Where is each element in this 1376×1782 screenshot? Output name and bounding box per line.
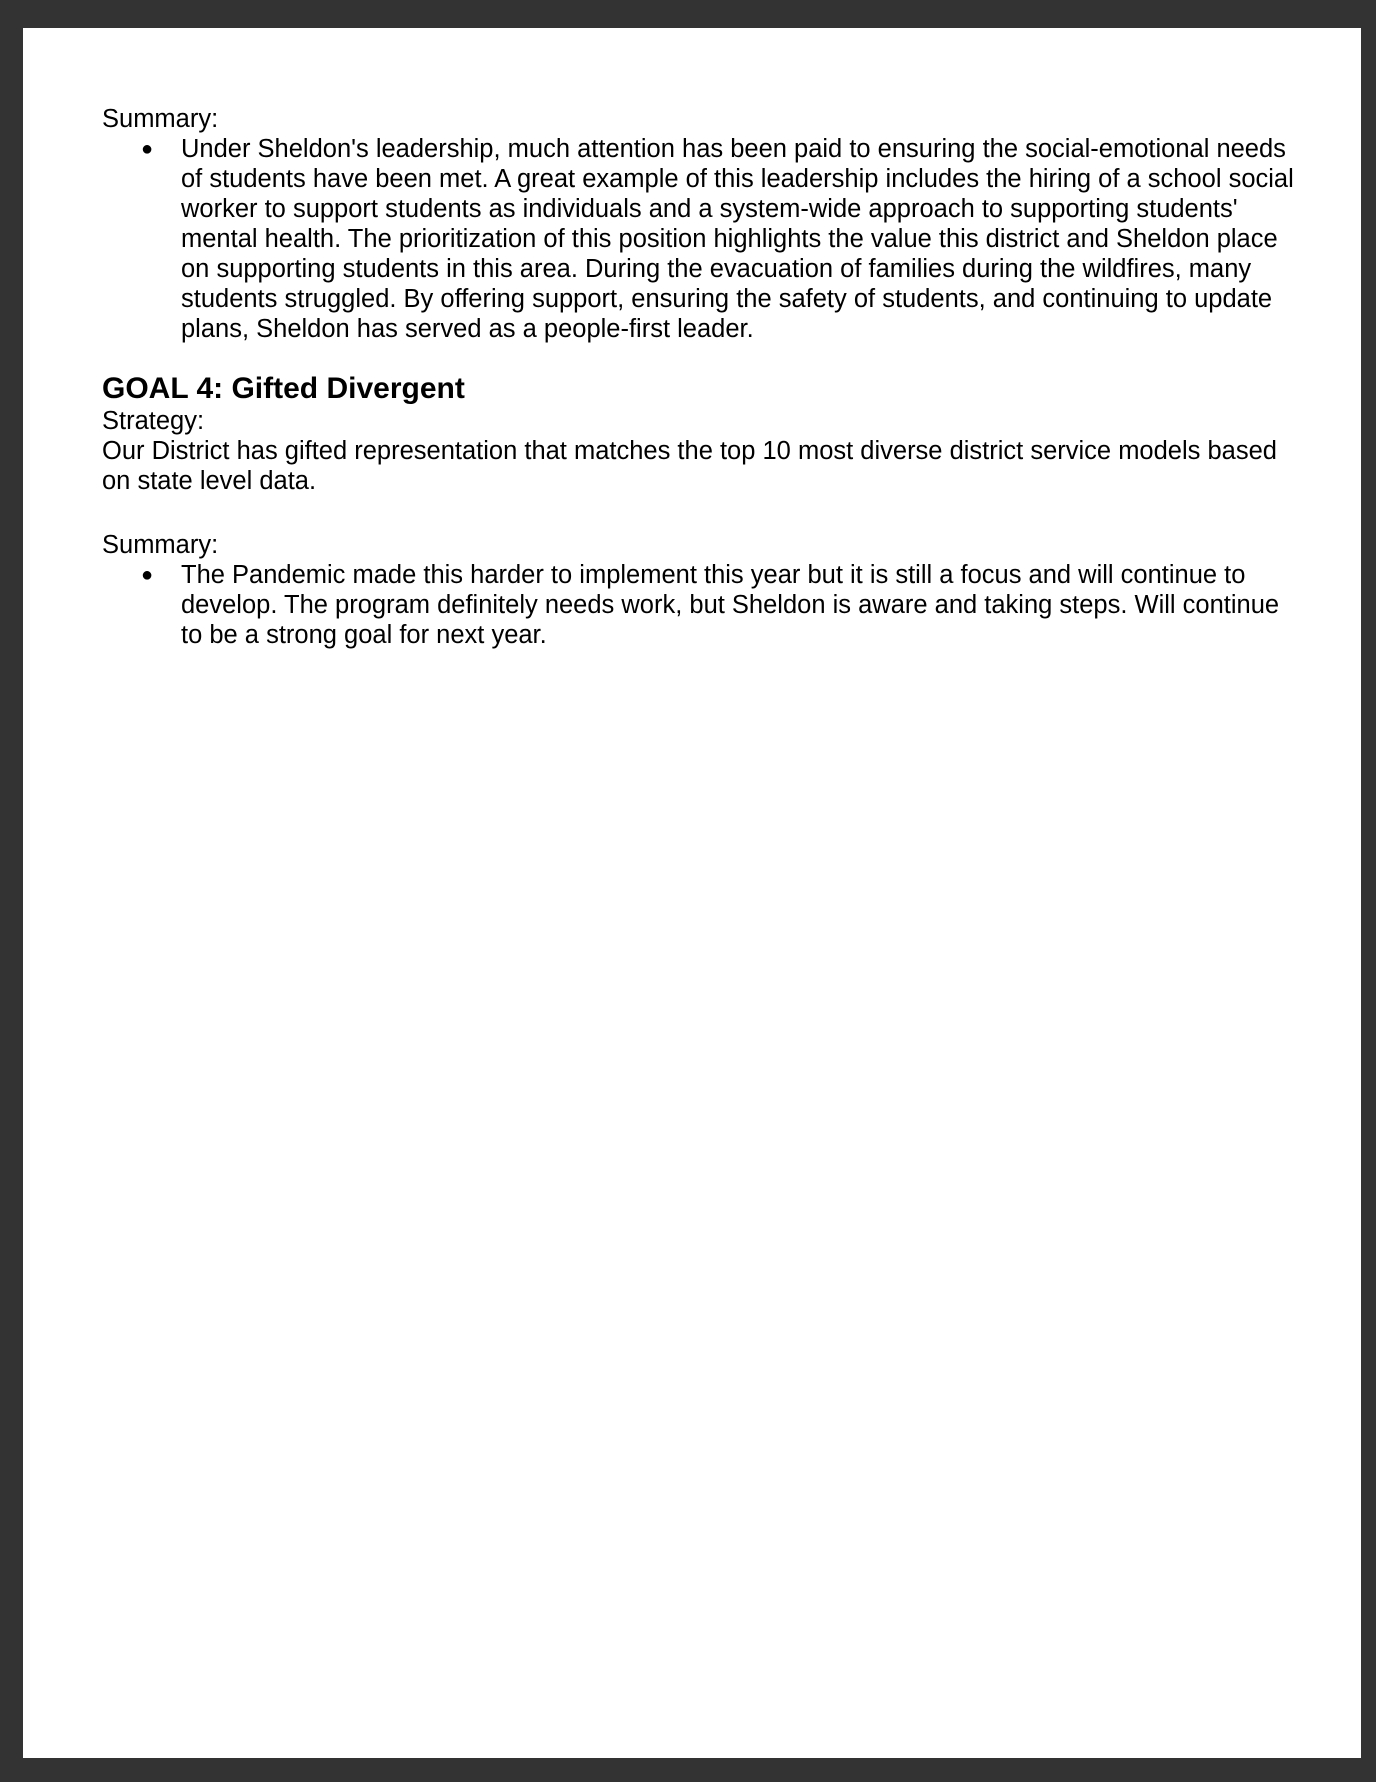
section1-bullet-list	[102, 134, 1301, 344]
document-page	[23, 28, 1361, 1758]
section-spacer	[102, 496, 1301, 530]
section-spacer	[102, 344, 1301, 372]
bullet-icon: ●	[141, 138, 154, 160]
goal4-bullet-list	[102, 560, 1301, 650]
bullet-text: Under Sheldon's leadership, much attention has been paid to ensuring the social-emotional needs of students have been met. A great example of this leadership includes the hiring of a school social worker to support students as individuals and a system-wide approach to supporting students' mental health. The prioritization of this position highlights the value this district and Sheldon place on supporting students in this area. During the evacuation of families during the wildfires, many students struggled. By offering support, ensuring the safety of students, and continuing to update plans, Sheldon has served as a people-first leader.	[181, 135, 1294, 343]
goal4-heading: GOAL 4: Gifted Divergent	[102, 372, 465, 405]
goal4-strategy-text: Our District has gifted representation that matches the top 10 most diverse district service models based on state level data.	[102, 437, 1277, 495]
goal4-strategy-label: Strategy:	[102, 407, 205, 435]
bullet-icon: ●	[141, 564, 154, 586]
list-item	[141, 134, 1301, 344]
goal4-summary-label: Summary:	[102, 531, 219, 559]
bullet-text: The Pandemic made this harder to implement this year but it is still a focus and will continue to develop. The program definitely needs work, but Sheldon is aware and taking steps. Will continue to be a strong goal for next year.	[181, 561, 1280, 649]
list-item	[141, 560, 1301, 650]
section1-summary-label: Summary:	[102, 105, 219, 133]
